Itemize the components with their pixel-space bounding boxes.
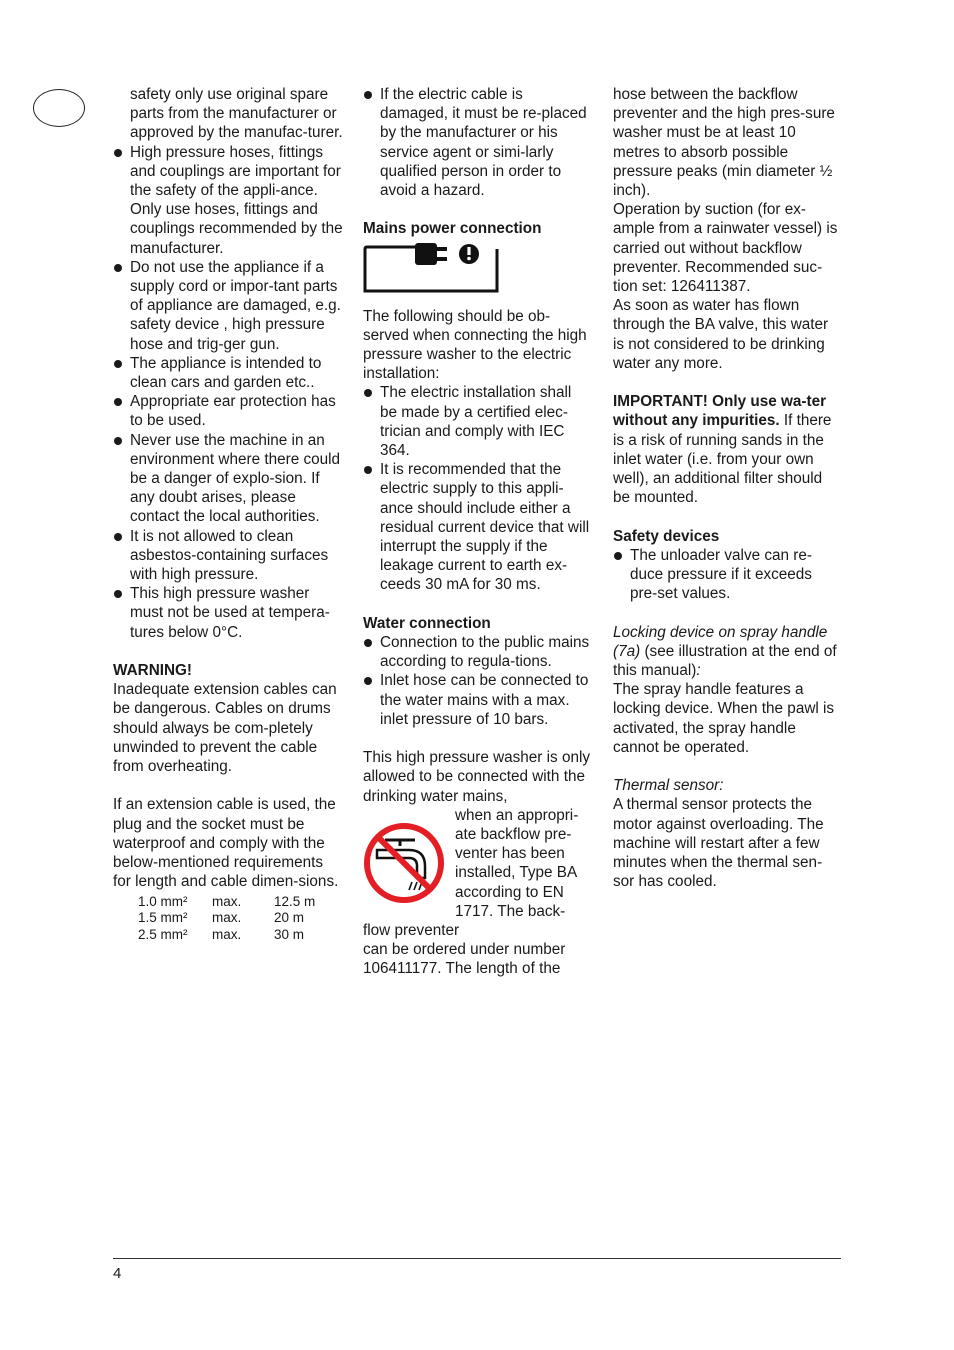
table-cell: 20 m — [274, 910, 305, 925]
list-item: The electric installation shall be made by a certified elec-trician and comply with IEC 364. — [363, 383, 591, 460]
locking-device-heading: Locking device on spray handle (7a) (see illustration at the end of this manual): — [613, 623, 837, 680]
list-item: Do not use the appliance if a supply cord or impor-tant parts of appliance are damaged, e.g. safety device , high pressure hose and trig-ger gun. — [113, 258, 343, 354]
table-cell: 2.5 mm² — [138, 926, 188, 942]
table-row — [138, 910, 315, 927]
table-cell: max. — [212, 893, 242, 909]
important-paragraph — [613, 392, 843, 507]
left-intro: safety only use original spare parts from the manufacturer or approved by the manufac-turer. — [130, 86, 343, 142]
plug-with-warning-icon — [363, 243, 591, 299]
drinking-water-lead: This high pressure washer is only allowed to be connected with the drinking water mains, — [363, 749, 591, 805]
list-item: Never use the machine in an environment where there could be a danger of explo-sion. If any doubt arises, please contact the local authorities. — [113, 431, 343, 527]
thermal-sensor-heading: Thermal sensor: — [613, 777, 724, 795]
list-item: This high pressure washer must not be used at tempera-tures below 0°C. — [113, 584, 343, 642]
drinking-water-block — [363, 806, 591, 979]
list-item: High pressure hoses, fittings and couplings are important for the safety of the appli-ance. Only use hoses, fittings and couplings recommended by the manufacturer. — [113, 143, 343, 258]
water-connection-heading: Water connection — [363, 614, 491, 632]
mains-power-heading: Mains power connection — [363, 220, 542, 238]
safety-devices-heading: Safety devices — [613, 527, 720, 545]
list-item: It is not allowed to clean asbestos-containing surfaces with high pressure. — [113, 527, 343, 585]
ba-valve-text: As soon as water has flown through the BA valve, this water is not considered to be drinking water any more. — [613, 297, 829, 372]
table-cell: 12.5 m — [274, 893, 316, 909]
cable-table — [138, 894, 315, 944]
list-item: It is recommended that the electric supply to this appli-ance should include either a residual current device that will interrupt the supply if the leakage current to earth ex-ceeds 30 mA for 30 ms. — [363, 460, 591, 594]
table-row — [138, 927, 315, 944]
list-item: The unloader valve can re-duce pressure if it exceeds pre-set values. — [613, 546, 843, 604]
list-item: If the electric cable is damaged, it must be re-placed by the manufacturer or his service agent or simi-larly qualified person in order to avoid a hazard. — [363, 85, 591, 200]
table-cell: 30 m — [274, 926, 305, 942]
list-item: Inlet hose can be connected to the water mains with a max. inlet pressure of 10 bars. — [363, 671, 591, 729]
table-cell: 1.5 mm² — [138, 910, 188, 925]
list-item: The appliance is intended to clean cars and garden etc.. — [113, 354, 343, 392]
locking-device-text: The spray handle features a locking device. When the pawl is activated, the spray handle cannot be operated. — [613, 681, 835, 756]
table-cell: max. — [212, 910, 242, 925]
hose-length-text: hose between the backflow preventer and the high pres-sure washer must be at least 10 metres to absorb possible pressure peaks (min diameter ½ inch). — [613, 86, 835, 200]
table-cell: 1.0 mm² — [138, 893, 188, 909]
important-heading: IMPORTANT! Only use wa-ter without any impurities. — [613, 393, 827, 430]
no-drinking-water-icon — [363, 822, 445, 909]
list-item: Appropriate ear protection has to be used. — [113, 392, 343, 430]
warning-text: Inadequate extension cables can be dangerous. Cables on drums should always be com-pletely unwinded to prevent the cable from overheating. — [113, 681, 337, 776]
suction-text: Operation by suction (for ex-ample from a rainwater vessel) is carried out without backflow preventer. Recommended suc-tion set: 126411387. — [613, 201, 838, 296]
thermal-sensor-text: A thermal sensor protects the motor against overloading. The machine will restart after a few minutes when the thermal sen-sor has cooled. — [613, 796, 824, 891]
mains-intro-text: The following should be ob-served when connecting the high pressure washer to the electric installation: — [363, 307, 587, 383]
extension-cable-text: If an extension cable is used, the plug and the socket must be waterproof and comply with the below-mentioned requirements for length and cable dimen-sions. — [113, 796, 339, 891]
drinking-water-float-text: when an appropri-ate backflow pre-venter has been installed, Type BA according to EN 1717. The back-flow preventer — [363, 806, 579, 940]
language-indicator — [33, 89, 85, 127]
middle-column — [363, 85, 591, 979]
footer-divider — [113, 1258, 841, 1259]
left-column — [113, 85, 343, 943]
table-row — [138, 894, 315, 911]
right-column — [613, 85, 843, 891]
table-cell: max. — [212, 926, 242, 942]
important-text: If there is a risk of running sands in the inlet water (i.e. from your own well), an additional filter should be mounted. — [613, 412, 832, 507]
list-item: Connection to the public mains according to regula-tions. — [363, 633, 591, 671]
page-number: 4 — [113, 1265, 122, 1282]
warning-heading: WARNING! — [113, 662, 193, 680]
drinking-water-tail: can be ordered under number 106411177. The length of the — [363, 941, 566, 978]
